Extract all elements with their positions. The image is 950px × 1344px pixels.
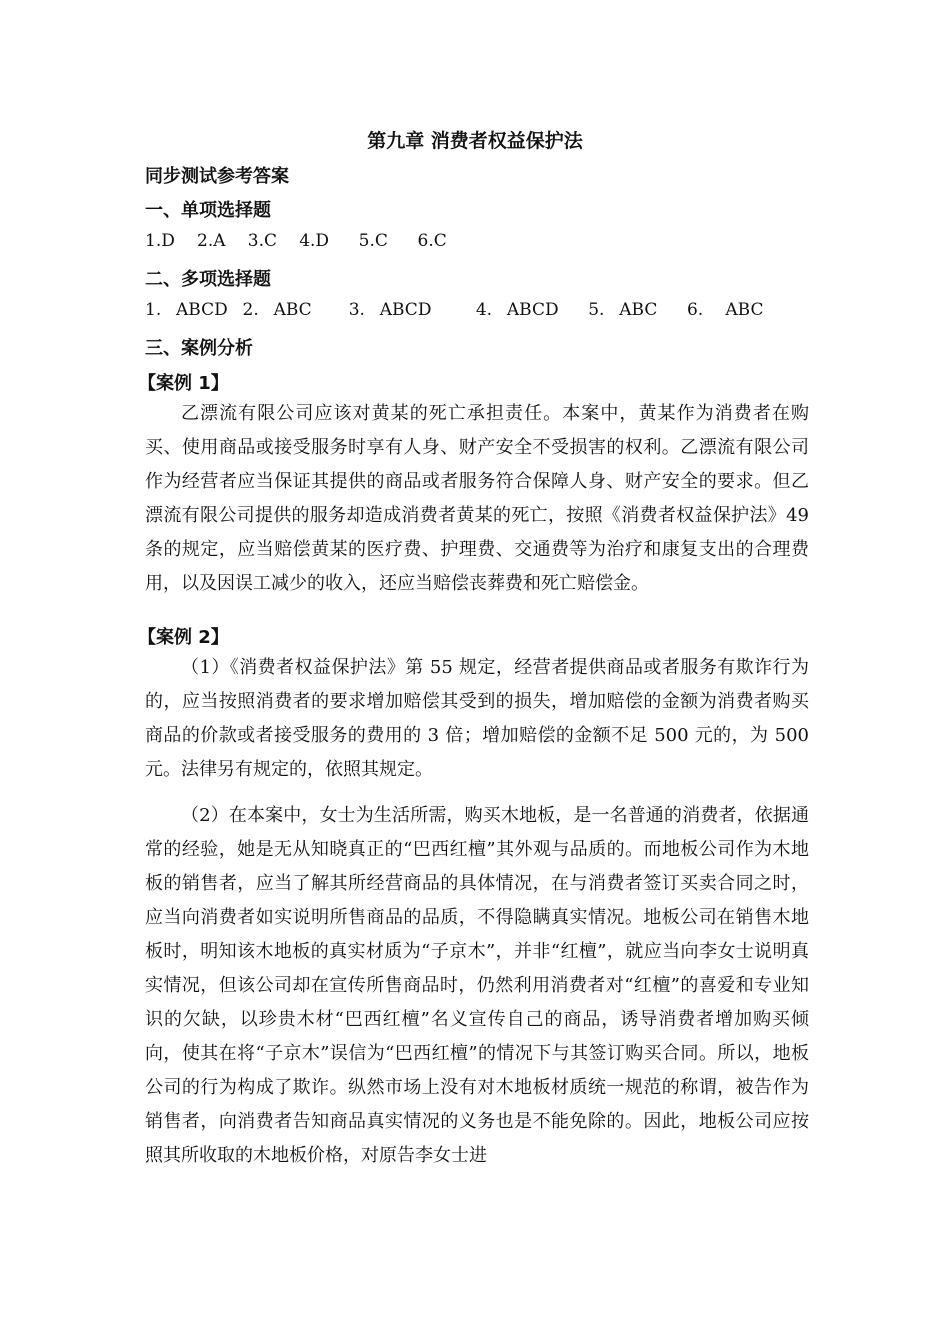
- case-analysis-heading: 三、案例分析: [145, 338, 253, 359]
- case-1-label: 【案例 1】: [138, 373, 229, 394]
- single-choice-answers: 1.D 2.A 3.C 4.D 5.C 6.C: [145, 231, 447, 251]
- single-choice-heading: 一、单项选择题: [145, 200, 271, 221]
- answers-heading: 同步测试参考答案: [145, 166, 289, 187]
- case-1-paragraph: 乙漂流有限公司应该对黄某的死亡承担责任。本案中，黄某作为消费者在购买、使用商品或接受服务时享有人身、财产安全不受损害的权利。乙漂流有限公司作为经营者应当保证其提供的商品或者服务符合保障人身、财产安全的要求。但乙漂流有限公司提供的服务却造成消费者黄某的死亡，按照《消费者权益保护法》49 条的规定，应当赔偿黄某的医疗费、护理费、交通费等为治疗和康复支出的合理费用，以及因误工减少的收入，还应当赔偿丧葬费和死亡赔偿金。: [145, 403, 809, 594]
- chapter-title: 第九章 消费者权益保护法: [367, 130, 583, 152]
- multiple-choice-answers: 1. ABCD 2. ABC 3. ABCD 4. ABCD 5. ABC 6. ABC: [145, 300, 764, 320]
- multiple-choice-heading: 二、多项选择题: [145, 269, 271, 290]
- case-2-paragraph-1: （1）《消费者权益保护法》第 55 规定，经营者提供商品或者服务有欺诈行为的，应当按照消费者的要求增加赔偿其受到的损失，增加赔偿的金额为消费者购买商品的价款或者接受服务的费用的 3 倍；增加赔偿的金额不足 500 元的，为 500 元。法律另有规定的，依照其规定。: [145, 657, 809, 780]
- case-2-paragraph-2: （2）在本案中，女士为生活所需，购买木地板，是一名普通的消费者，依据通常的经验，她是无从知晓真正的“巴西红檀”其外观与品质的。而地板公司作为木地板的销售者，应当了解其所经营商品的具体情况，在与消费者签订买卖合同之时，应当向消费者如实说明所售商品的品质，不得隐瞒真实情况。地板公司在销售木地板时，明知该木地板的真实材质为“子京木”，并非“红檀”，就应当向李女士说明真实情况，但该公司却在宣传所售商品时，仍然利用消费者对“红檀”的喜爱和专业知识的欠缺，以珍贵木材“巴西红檀”名义宣传自己的商品，诱导消费者增加购买倾向，使其在将“子京木”误信为“巴西红檀”的情况下与其签订购买合同。所以，地板公司的行为构成了欺诈。纵然市场上没有对木地板材质统一规范的称谓，被告作为销售者，向消费者告知商品真实情况的义务也是不能免除的。因此，地板公司应按照其所收取的木地板价格，对原告李女士进: [145, 805, 809, 1166]
- case-2-label: 【案例 2】: [138, 627, 229, 648]
